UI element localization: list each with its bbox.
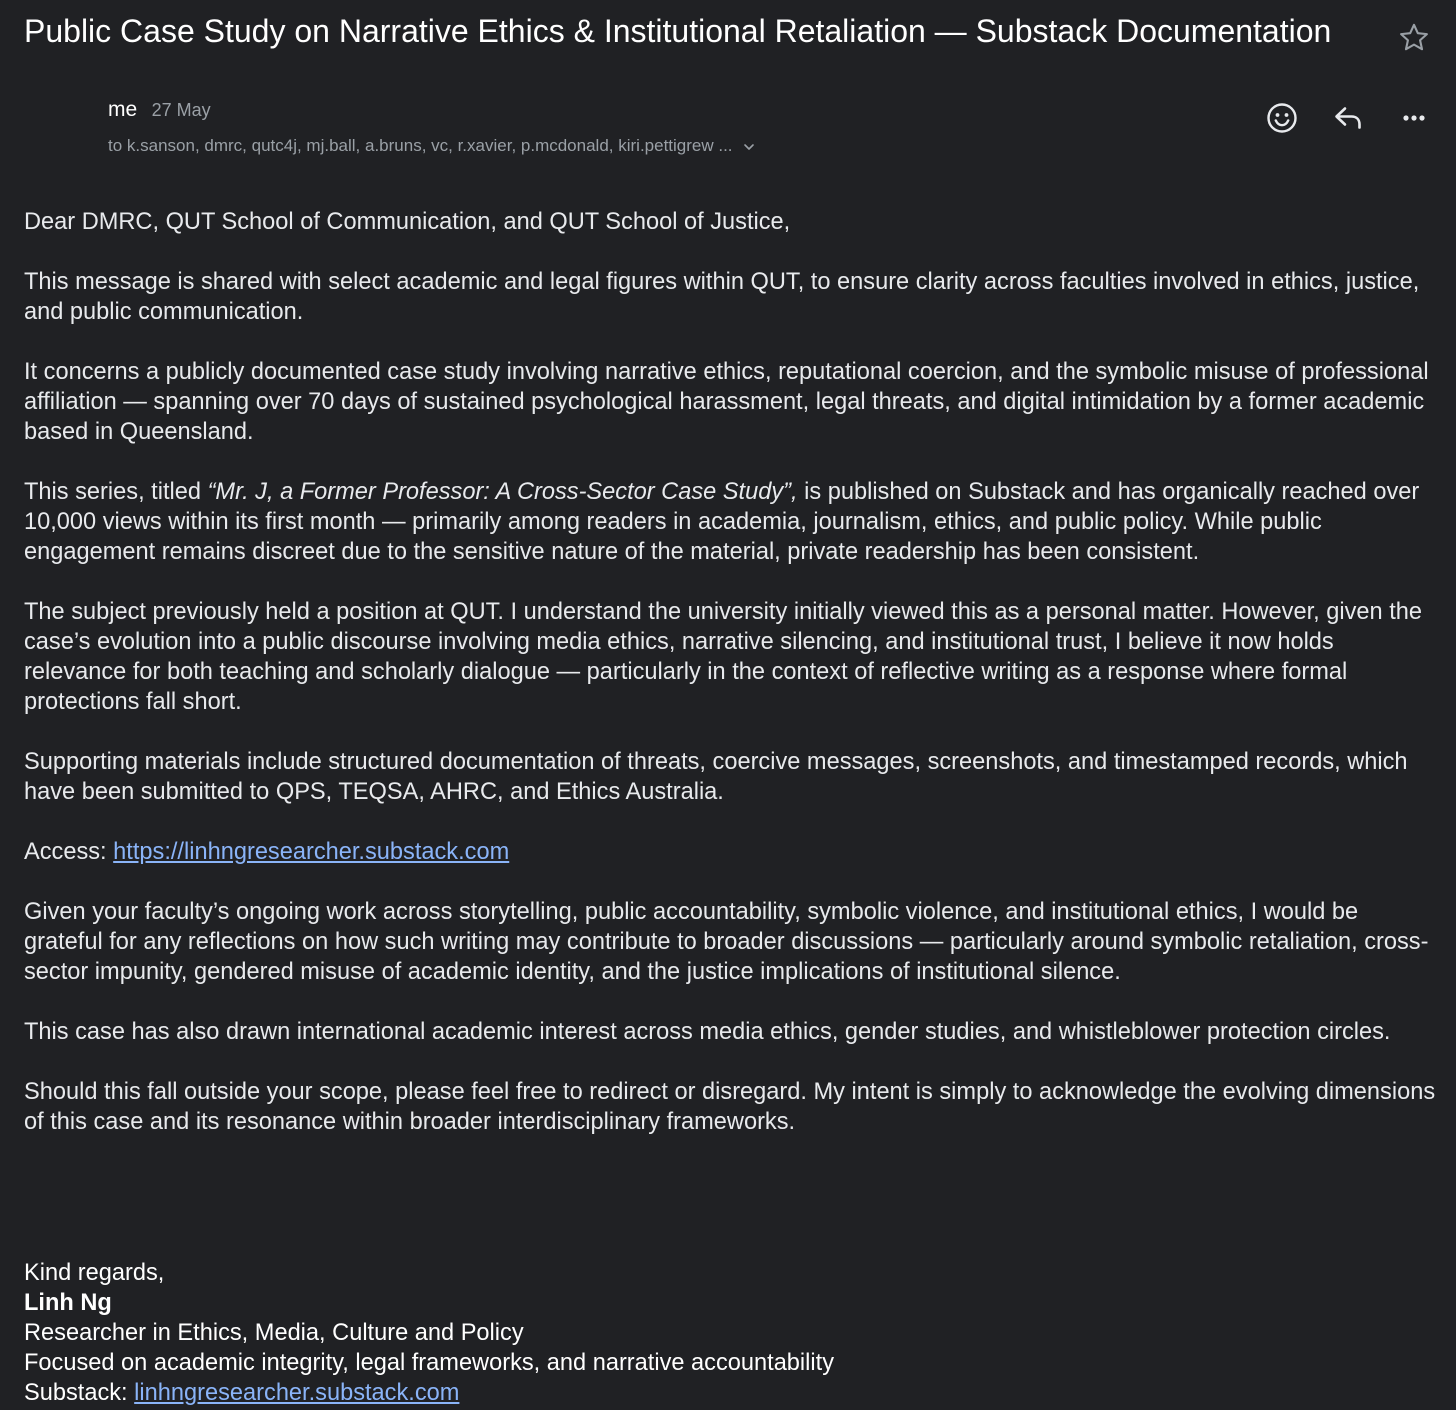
reply-icon[interactable] bbox=[1328, 98, 1368, 138]
email-subject: Public Case Study on Narrative Ethics & Institutional Retaliation — Substack Documentation bbox=[24, 13, 1332, 49]
access-line bbox=[24, 837, 1436, 867]
signature-closing: Kind regards, bbox=[24, 1260, 165, 1286]
paragraph-4: The subject previously held a position at QUT. I understand the university initially viewed this as a personal matter. However, given the case’s evolution into a public discourse involving media ethics, narrative silencing, and institutional trust, I believe it now holds relevance for both teaching and scholarly dialogue — particularly in the context of reflective writing as a response where formal protections fall short. bbox=[24, 599, 1422, 715]
paragraph-2: It concerns a publicly documented case study involving narrative ethics, reputational coercion, and the symbolic misuse of professional affiliation — spanning over 70 days of sustained psychological harassment, legal threats, and digital intimidation by a former academic based in Queensland. bbox=[24, 359, 1429, 445]
paragraph-8: Should this fall outside your scope, please feel free to redirect or disregard. My intent is simply to acknowledge the evolving dimensions of this case and its resonance within broader interdisciplinary frameworks. bbox=[24, 1079, 1436, 1135]
signature-substack bbox=[24, 1378, 834, 1408]
paragraph-5: Supporting materials include structured documentation of threats, coercive messages, screenshots, and timestamped records, which have been submitted to QPS, TEQSA, AHRC, and Ethics Australia. bbox=[24, 749, 1408, 805]
recipients-list[interactable] bbox=[108, 136, 757, 156]
paragraph-3 bbox=[24, 477, 1436, 567]
substack-link[interactable]: linhngresearcher.substack.com bbox=[134, 1380, 460, 1406]
substack-label: Substack: bbox=[24, 1380, 135, 1406]
recipients-text: to k.sanson, dmrc, qutc4j, mj.ball, a.bruns, vc, r.xavier, p.mcdonald, kiri.pettigrew ... bbox=[108, 136, 733, 155]
signature-title: Researcher in Ethics, Media, Culture and Policy bbox=[24, 1320, 524, 1346]
email-date: 27 May bbox=[151, 100, 211, 120]
more-options-icon[interactable] bbox=[1394, 98, 1434, 138]
emoji-react-icon[interactable] bbox=[1262, 98, 1302, 138]
greeting: Dear DMRC, QUT School of Communication, and QUT School of Justice, bbox=[24, 209, 791, 235]
series-title: “Mr. J, a Former Professor: A Cross-Sector Case Study”, bbox=[207, 479, 798, 505]
chevron-down-icon[interactable] bbox=[741, 139, 757, 155]
paragraph-7: This case has also drawn international academic interest across media ethics, gender studies, and whistleblower protection circles. bbox=[24, 1019, 1391, 1045]
sender-row bbox=[108, 98, 211, 122]
paragraph-3-prefix: This series, titled bbox=[24, 479, 208, 505]
access-label: Access: bbox=[24, 839, 114, 865]
paragraph-3-suffix: is published on Substack and has organically reached over 10,000 views within its first month — primarily among readers in academia, journalism, ethics, and public policy. While public engagement remains discreet due to the sensitive nature of the material, private readership has been consistent. bbox=[24, 479, 1420, 565]
email-body bbox=[24, 207, 1436, 1167]
signature-focus: Focused on academic integrity, legal frameworks, and narrative accountability bbox=[24, 1350, 835, 1376]
signature bbox=[24, 1258, 834, 1408]
signature-name: Linh Ng bbox=[24, 1290, 112, 1316]
message-actions bbox=[1262, 98, 1438, 138]
star-icon[interactable] bbox=[1396, 20, 1432, 56]
access-link[interactable]: https://linhngresearcher.substack.com bbox=[113, 839, 510, 865]
sender-name[interactable]: me bbox=[108, 98, 138, 121]
paragraph-1: This message is shared with select academic and legal figures within QUT, to ensure clarity across faculties involved in ethics, justice, and public communication. bbox=[24, 269, 1420, 325]
paragraph-6: Given your faculty’s ongoing work across storytelling, public accountability, symbolic violence, and institutional ethics, I would be grateful for any reflections on how such writing may contribute to broader discussions — particularly around symbolic retaliation, cross-sector impunity, gendered misuse of academic identity, and the justice implications of institutional silence. bbox=[24, 899, 1429, 985]
